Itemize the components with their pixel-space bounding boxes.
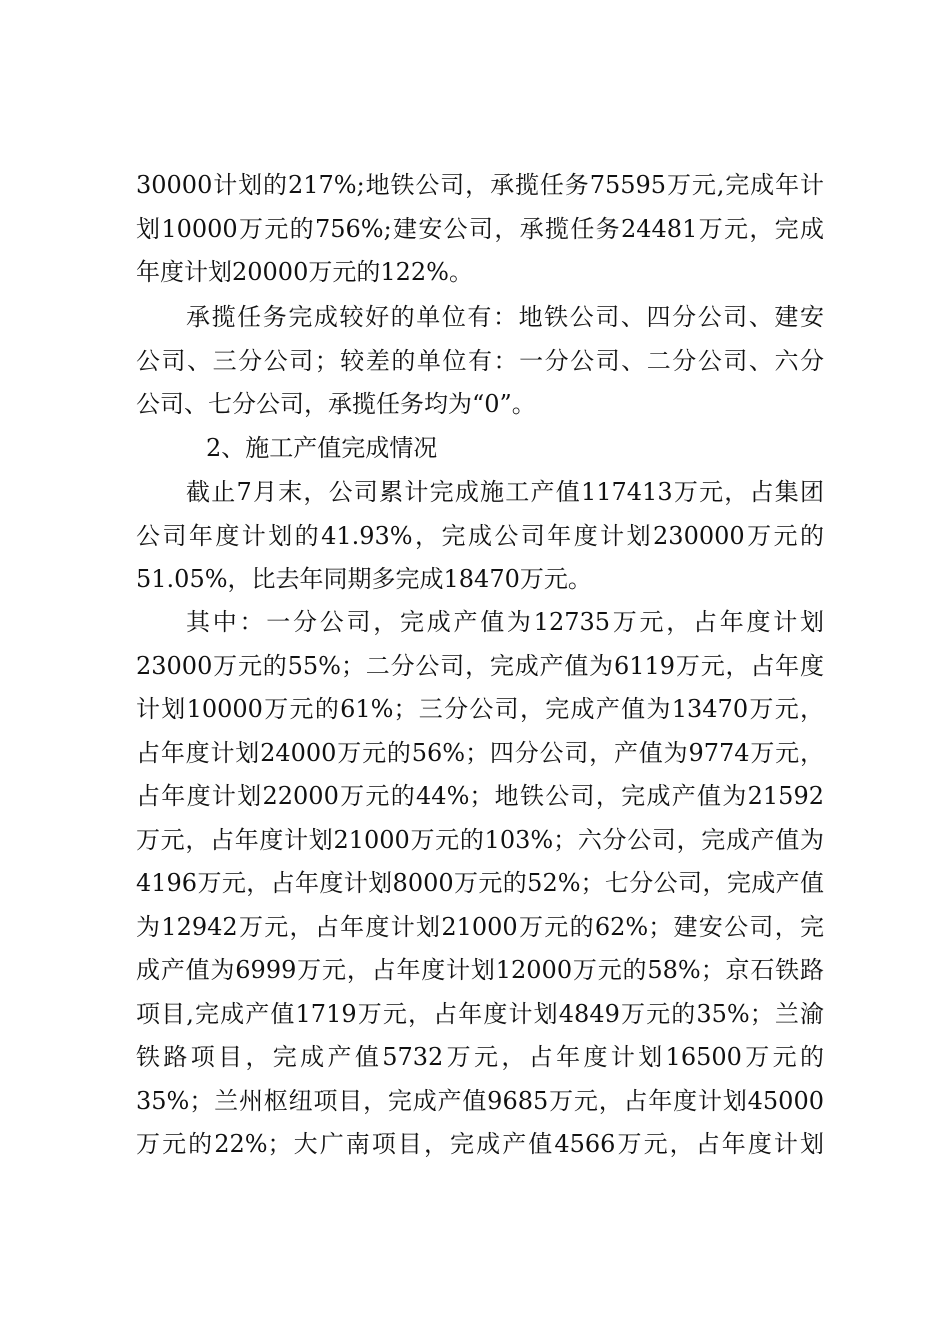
paragraph-contract-summary (136, 296, 824, 427)
text-line: 年度计划20000万元的122%。 (136, 258, 473, 286)
text-line: 公司、七分公司，承揽任务均为“0”。 (136, 390, 536, 418)
text-line: 51.05%，比去年同期多完成18470万元。 (136, 565, 592, 593)
text-line: 4196万元，占年度计划8000万元的52%；七分公司，完成产值 (136, 869, 824, 897)
text-line: 万元，占年度计划21000万元的103%；六分公司，完成产值为 (136, 825, 824, 854)
text-line: 截止7月末，公司累计完成施工产值117413万元，占集团 (186, 478, 824, 506)
text-line: 公司年度计划的41.93%，完成公司年度计划230000万元的 (136, 521, 824, 550)
text-line: 公司、三分公司；较差的单位有：一分公司、二分公司、六分 (136, 346, 824, 375)
text-line: 占年度计划22000万元的44%；地铁公司，完成产值为21592 (136, 782, 824, 810)
text-line: 计划10000万元的61%；三分公司，完成产值为13470万元， (136, 695, 824, 723)
section-heading (136, 427, 824, 471)
paragraph-output-detail (136, 601, 824, 1167)
text-line: 为12942万元，占年度计划21000万元的62%；建安公司，完 (136, 912, 824, 941)
paragraph-output-summary (136, 471, 824, 602)
text-line: 铁路项目，完成产值5732万元，占年度计划16500万元的 (136, 1043, 824, 1071)
text-line: 30000计划的217%;地铁公司，承揽任务75595万元,完成年计 (136, 171, 824, 199)
text-line: 承揽任务完成较好的单位有：地铁公司、四分公司、建安 (186, 303, 824, 331)
text-line: 万元的22%；大广南项目，完成产值4566万元，占年度计划 (136, 1130, 824, 1158)
text-line: 划10000万元的756%;建安公司，承揽任务24481万元，完成 (136, 214, 824, 243)
paragraph-contract-detail (136, 164, 824, 295)
text-line: 项目,完成产值1719万元，占年度计划4849万元的35%；兰渝 (136, 999, 824, 1028)
text-line: 35%；兰州枢纽项目，完成产值9685万元，占年度计划45000 (136, 1086, 824, 1115)
text-line: 成产值为6999万元，占年度计划12000万元的58%；京石铁路 (136, 956, 824, 984)
text-line: 占年度计划24000万元的56%；四分公司，产值为9774万元， (136, 738, 824, 767)
text-line: 23000万元的55%；二分公司，完成产值为6119万元，占年度 (136, 651, 824, 680)
section-title: 2、施工产值完成情况 (206, 434, 438, 462)
text-line: 其中：一分公司，完成产值为12735万元，占年度计划 (186, 608, 824, 636)
